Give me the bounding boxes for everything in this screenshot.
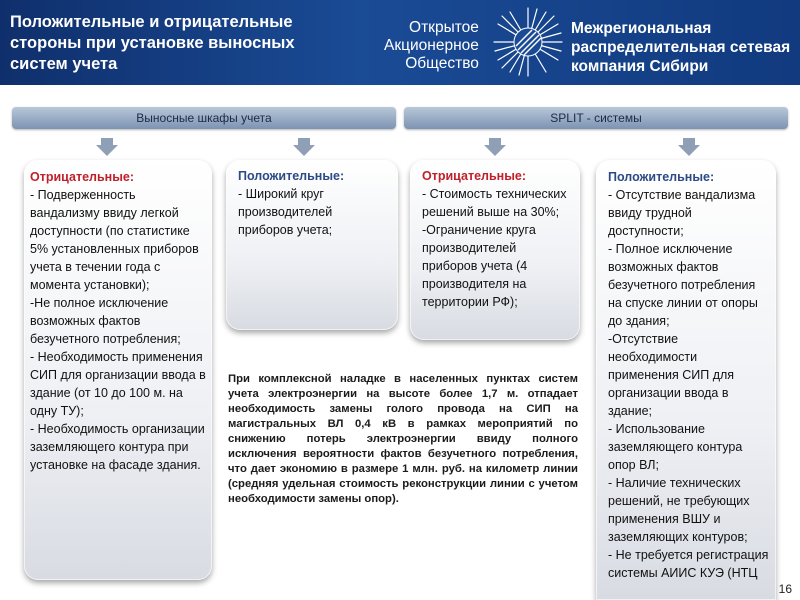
down-arrow-icon: [678, 138, 700, 156]
card-heading: Положительные:: [608, 170, 715, 184]
card-body: - Широкий круг производителей приборов учета;: [238, 187, 333, 237]
company-name-line: распределительная сетевая: [571, 39, 791, 56]
down-arrow-icon: [96, 138, 118, 156]
page-title: Положительные и отрицательные стороны при установке выносных систем учета: [10, 13, 295, 73]
down-arrow-icon: [293, 138, 315, 156]
card-split-positives: [596, 160, 776, 600]
org-type-line: Акционерное: [384, 37, 479, 54]
card-body: - Отсутствие вандализма ввиду трудной доступности; - Полное исключение возможных фактов безучетного потребления на спуске линии от опоры до здания; -Отсутствие необходимости применения СИП для организации ввода в здание; - Использование заземляющего контура опор ВЛ; - Наличие технических решений, не требующих применения ВШУ и заземляющих контуров; - Не требуется регистрация системы АИИС КУЭ (НТЦ: [608, 188, 769, 580]
page-number: 16: [778, 582, 792, 596]
card-split-negatives: [410, 160, 580, 340]
org-type-text: [384, 19, 479, 73]
star-burst-logo-icon: [492, 6, 564, 78]
company-name: [571, 19, 790, 76]
company-name-line: Межрегиональная: [571, 20, 712, 37]
company-name-line: компания Сибири: [571, 58, 709, 75]
category-bar-split-systems: SPLIT - системы: [404, 107, 788, 129]
card-cabinets-negatives: [24, 160, 212, 580]
card-cabinets-positives: [226, 160, 398, 330]
header-banner: [0, 0, 800, 85]
card-body: - Подверженность вандализму ввиду легкой доступности (по статистике 5% установленных приборов учета в течении года с момента установки); -Не полное исключение возможных фактов безучетного потребления; - Необходимость применения СИП для организации ввода в здание (от 10 до 100 м. на одну ТУ); - Необходимость организации заземляющего контура при установке на фасаде здания.: [30, 188, 206, 472]
card-heading: Положительные:: [238, 169, 345, 183]
card-body: - Стоимость технических решений выше на 30%; -Ограничение круга производителей приборов учета (4 производителя на территории РФ);: [422, 187, 567, 309]
card-heading: Отрицательные:: [30, 170, 134, 184]
down-arrow-icon: [484, 138, 506, 156]
org-type-line: Открытое: [409, 19, 479, 36]
summary-paragraph: При комплексной наладке в населенных пунктах систем учета электроэнергии на высоте более 1,7 м. отпадает необходимость замены голого провода на СИП на магистральных ВЛ 0,4 кВ в рамках мероприятий по снижению потерь электроэнергии ввиду полного исключения вероятности фактов безучетного потребления, что дает экономию в размере 1 млн. руб. на километр линии (средняя удельная стоимость реконструкции линии с учетом необходимости замены опор).: [228, 373, 578, 505]
card-heading: Отрицательные:: [422, 169, 526, 183]
org-type-line: Общество: [405, 55, 479, 72]
category-bar-outdoor-cabinets: Выносные шкафы учета: [12, 107, 396, 129]
